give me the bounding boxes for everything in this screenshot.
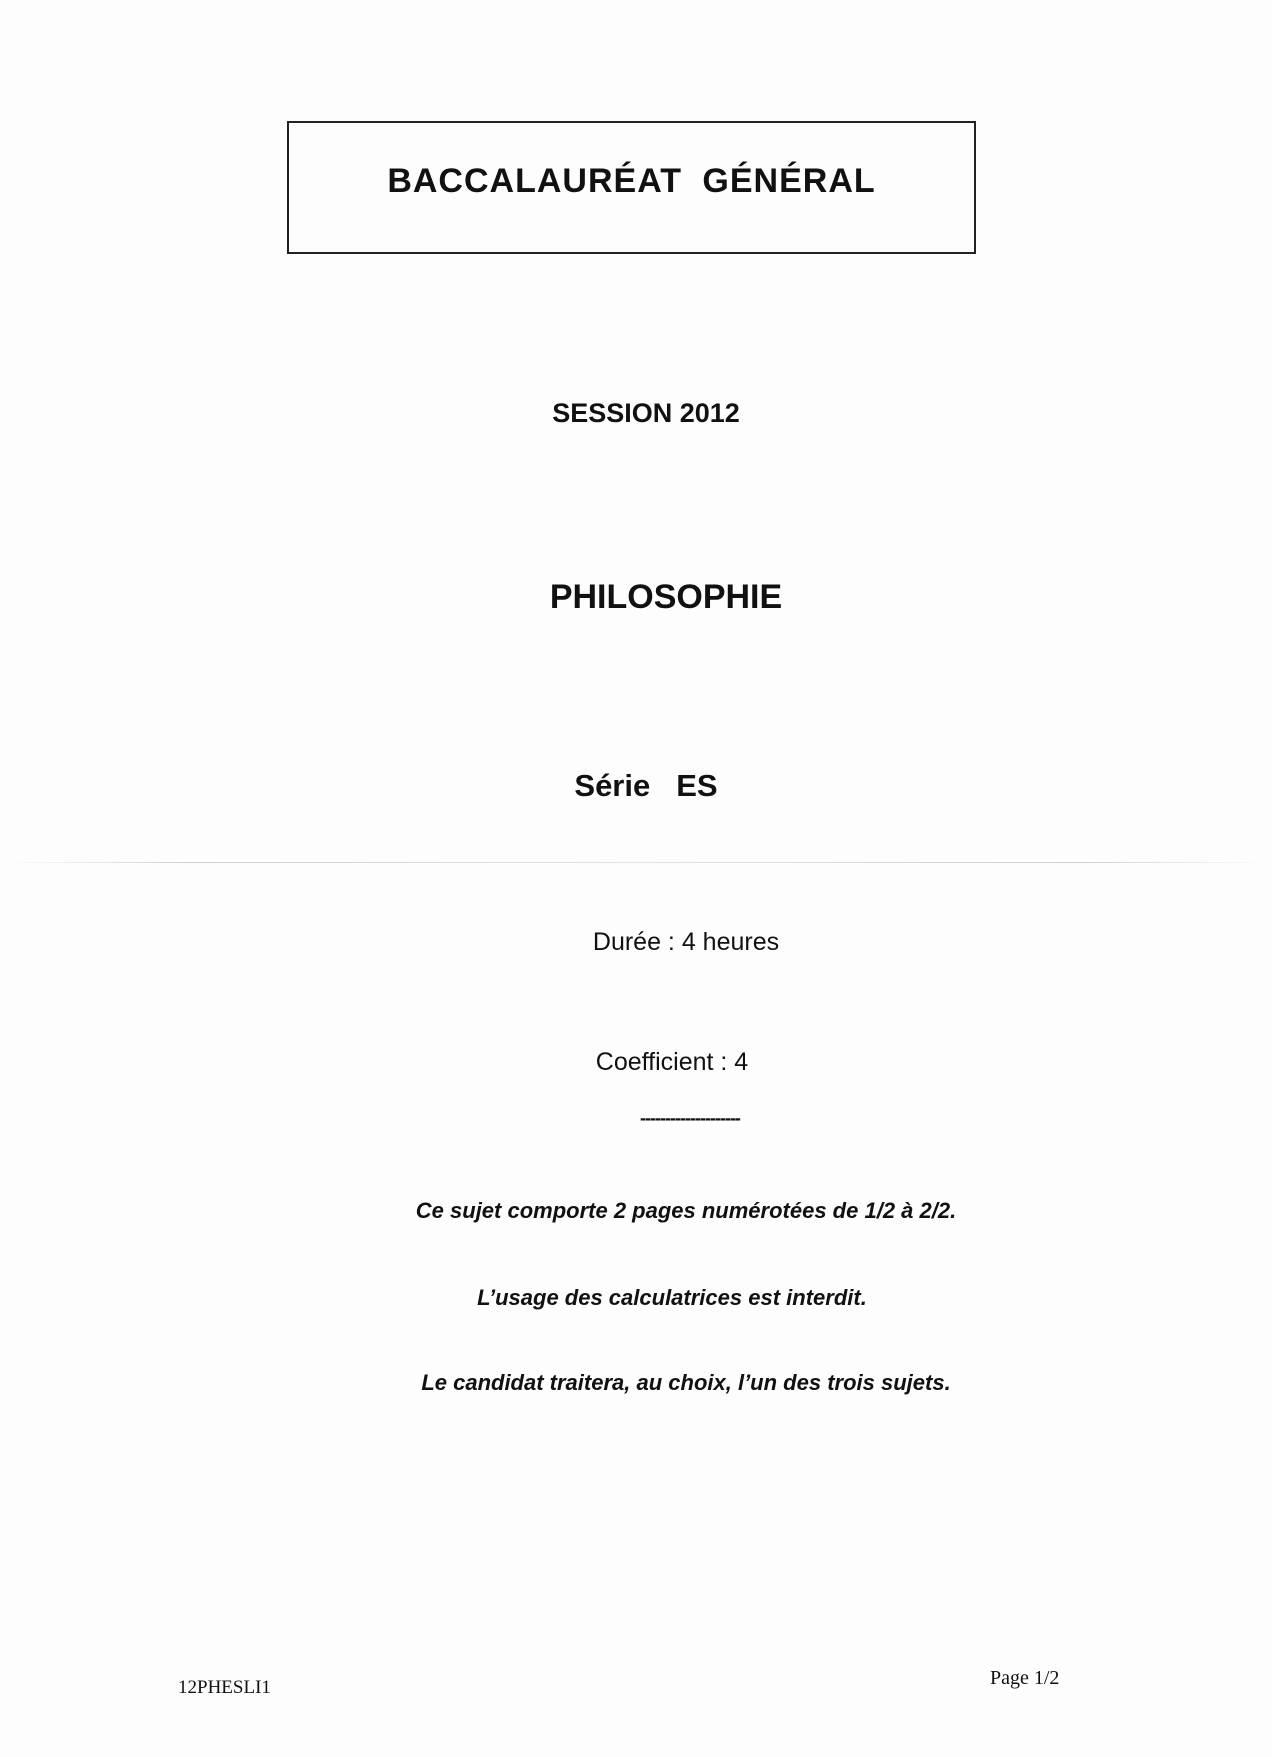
coefficient-label: Coefficient : 4 (595, 1048, 749, 1076)
note-calculators: L’usage des calculatrices est interdit. (477, 1285, 867, 1310)
document-code: 12PHESLI1 (178, 1677, 271, 1698)
duration-label: Durée : 4 heures (592, 928, 780, 956)
exam-title: BACCALAURÉAT GÉNÉRAL (387, 162, 876, 200)
subject-title: PHILOSOPHIE (549, 578, 783, 616)
title-box (287, 121, 976, 254)
note-pages: Ce sujet comporte 2 pages numérotées de 1/2 à 2/2. (415, 1198, 957, 1223)
separator-line: -------------------- (640, 1108, 740, 1128)
page-number: Page 1/2 (990, 1667, 1060, 1689)
scan-artifact-line (0, 862, 1272, 863)
note-subject-choice: Le candidat traitera, au choix, l’un des trois sujets. (421, 1370, 951, 1395)
serie-code: ES (676, 768, 718, 803)
serie-label: Série (574, 768, 651, 803)
session-label: SESSION 2012 (552, 398, 740, 428)
serie-line (0, 768, 1272, 804)
